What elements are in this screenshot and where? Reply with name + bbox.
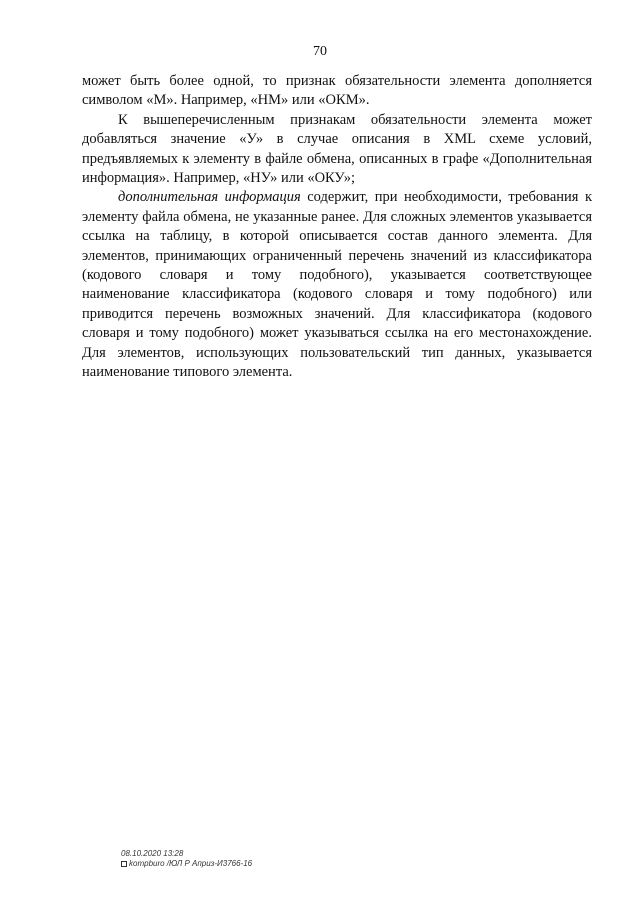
footer-path-line [121,859,252,869]
document-footer [121,849,252,869]
paragraph-conditional-value: К вышеперечисленным признакам обязательности элемента может добавляться значение «У» в случае описания в XML схеме условий, предъявляемых к элементу в файле обмена, описанных в графе «Дополнительная информация». Например, «НУ» или «ОКУ»; [82,111,592,187]
page-number: 70 [313,44,327,59]
paragraph-mandatory-symbol: может быть более одной, то признак обязательности элемента дополняется символом «М». Например, «НМ» или «ОКМ». [82,73,592,109]
footer-timestamp: 08.10.2020 13:28 [121,849,184,858]
term-additional-info: дополнительная информация [118,189,301,206]
additional-info-description: содержит, при необходимости, требования к элементу файла обмена, не указанные ранее. Для сложных элементов указывается ссылка на таблицу, в которой описывается состав данного элемента. Для элементов, принимающих ограниченный перечень значений из классификатора (кодового словаря и тому подобного), указывается соответствующее наименование классификатора (кодового словаря и тому подобного) или приводится перечень возможных значений. Для классификатора (кодового словаря и тому подобного) может указываться ссылка на его местонахождение. Для элементов, использующих пользовательский тип данных, указывается наименование типового элемента. [82,189,592,381]
file-icon [121,861,127,867]
document-body [82,72,592,383]
footer-path: kompburo /ЮЛ Р Априз-И3766-16 [129,859,253,868]
paragraph-additional-info [82,188,592,382]
